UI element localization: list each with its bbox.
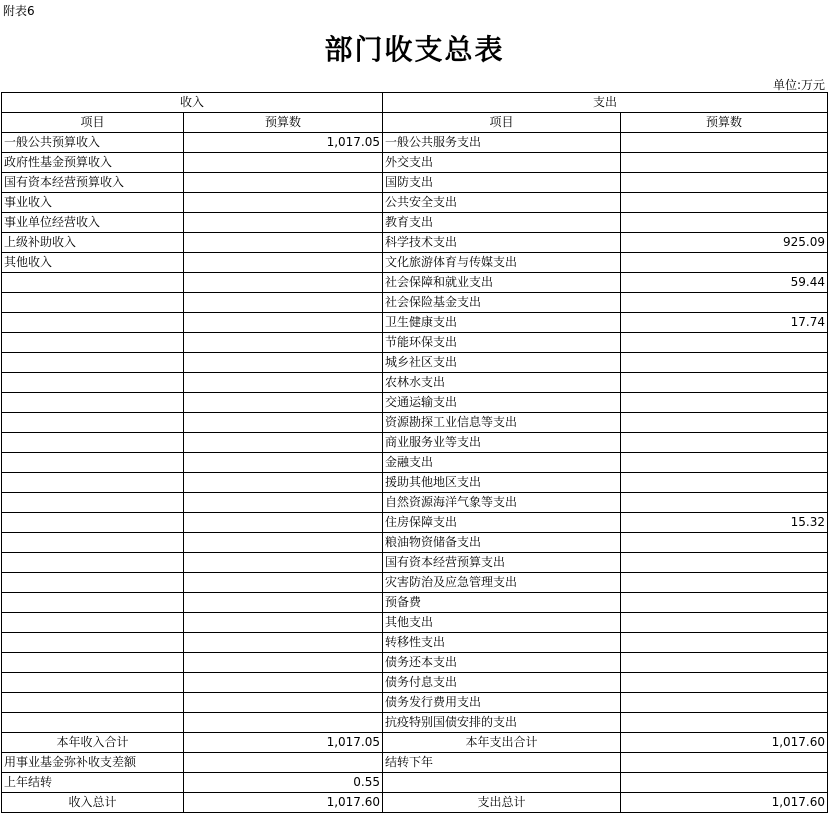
income-amount-cell: 1,017.05 xyxy=(184,733,383,753)
total-row xyxy=(2,793,828,813)
expense-item-cell: 社会保障和就业支出 xyxy=(383,273,621,293)
table-row xyxy=(2,713,828,733)
expense-amount-cell xyxy=(621,413,828,433)
income-item-cell: 上年结转 xyxy=(2,773,184,793)
expense-item-cell: 公共安全支出 xyxy=(383,193,621,213)
table-row xyxy=(2,333,828,353)
income-item-cell: 一般公共预算收入 xyxy=(2,133,184,153)
expense-item-cell: 其他支出 xyxy=(383,613,621,633)
expense-amount-cell xyxy=(621,293,828,313)
income-amount-cell xyxy=(184,153,383,173)
expense-amount-cell xyxy=(621,153,828,173)
expense-item-cell: 转移性支出 xyxy=(383,633,621,653)
income-amount-cell xyxy=(184,333,383,353)
table-body xyxy=(2,93,828,813)
income-amount-cell xyxy=(184,413,383,433)
table-row xyxy=(2,353,828,373)
expense-amount-cell xyxy=(621,213,828,233)
expense-amount-cell xyxy=(621,693,828,713)
total-row xyxy=(2,773,828,793)
expense-item-cell: 自然资源海洋气象等支出 xyxy=(383,493,621,513)
table-row xyxy=(2,613,828,633)
income-amount-cell xyxy=(184,673,383,693)
income-amount-cell xyxy=(184,313,383,333)
expense-amount-cell xyxy=(621,713,828,733)
income-item-cell: 其他收入 xyxy=(2,253,184,273)
table-row xyxy=(2,573,828,593)
expense-amount-cell xyxy=(621,433,828,453)
income-item-cell: 事业单位经营收入 xyxy=(2,213,184,233)
col-header-expense-item: 项目 xyxy=(383,113,621,133)
income-item-cell xyxy=(2,393,184,413)
expense-item-cell: 文化旅游体育与传媒支出 xyxy=(383,253,621,273)
income-amount-cell xyxy=(184,293,383,313)
income-item-cell xyxy=(2,713,184,733)
income-item-cell xyxy=(2,353,184,373)
expense-group-header: 支出 xyxy=(383,93,828,113)
expense-amount-cell xyxy=(621,253,828,273)
table-row xyxy=(2,293,828,313)
table-row xyxy=(2,493,828,513)
table-row xyxy=(2,253,828,273)
expense-item-cell: 债务还本支出 xyxy=(383,653,621,673)
expense-item-cell: 本年支出合计 xyxy=(383,733,621,753)
expense-amount-cell xyxy=(621,773,828,793)
table-row xyxy=(2,653,828,673)
income-amount-cell xyxy=(184,633,383,653)
expense-amount-cell xyxy=(621,393,828,413)
table-row xyxy=(2,193,828,213)
expense-item-cell: 灾害防治及应急管理支出 xyxy=(383,573,621,593)
expense-item-cell: 国有资本经营预算支出 xyxy=(383,553,621,573)
table-row xyxy=(2,553,828,573)
expense-amount-cell xyxy=(621,613,828,633)
income-amount-cell xyxy=(184,353,383,373)
expense-amount-cell xyxy=(621,333,828,353)
table-row xyxy=(2,673,828,693)
income-item-cell: 国有资本经营预算收入 xyxy=(2,173,184,193)
expense-item-cell: 交通运输支出 xyxy=(383,393,621,413)
income-amount-cell xyxy=(184,553,383,573)
income-item-cell: 收入总计 xyxy=(2,793,184,813)
table-row xyxy=(2,453,828,473)
income-item-cell xyxy=(2,273,184,293)
table-row xyxy=(2,513,828,533)
expense-amount-cell xyxy=(621,193,828,213)
expense-amount-cell xyxy=(621,373,828,393)
income-item-cell xyxy=(2,613,184,633)
table-row xyxy=(2,393,828,413)
expense-amount-cell: 1,017.60 xyxy=(621,733,828,753)
income-amount-cell xyxy=(184,253,383,273)
expense-amount-cell xyxy=(621,673,828,693)
table-row xyxy=(2,413,828,433)
expense-item-cell: 结转下年 xyxy=(383,753,621,773)
expense-amount-cell xyxy=(621,653,828,673)
expense-amount-cell: 15.32 xyxy=(621,513,828,533)
income-item-cell xyxy=(2,693,184,713)
income-amount-cell xyxy=(184,173,383,193)
expense-amount-cell: 17.74 xyxy=(621,313,828,333)
expense-amount-cell xyxy=(621,133,828,153)
expense-item-cell: 一般公共服务支出 xyxy=(383,133,621,153)
col-header-income-item: 项目 xyxy=(2,113,184,133)
expense-amount-cell: 59.44 xyxy=(621,273,828,293)
table-row xyxy=(2,633,828,653)
income-item-cell: 事业收入 xyxy=(2,193,184,213)
page-title: 部门收支总表 xyxy=(324,33,505,66)
income-amount-cell: 0.55 xyxy=(184,773,383,793)
table-row xyxy=(2,593,828,613)
column-header-row xyxy=(2,113,828,133)
expense-item-cell: 社会保险基金支出 xyxy=(383,293,621,313)
income-group-header: 收入 xyxy=(2,93,383,113)
income-amount-cell: 1,017.60 xyxy=(184,793,383,813)
expense-amount-cell xyxy=(621,173,828,193)
income-amount-cell xyxy=(184,233,383,253)
expense-amount-cell xyxy=(621,573,828,593)
expense-item-cell: 节能环保支出 xyxy=(383,333,621,353)
table-row xyxy=(2,533,828,553)
table-row xyxy=(2,473,828,493)
income-amount-cell xyxy=(184,373,383,393)
expense-amount-cell xyxy=(621,553,828,573)
income-item-cell xyxy=(2,333,184,353)
expense-item-cell: 债务发行费用支出 xyxy=(383,693,621,713)
expense-amount-cell xyxy=(621,533,828,553)
income-item-cell xyxy=(2,453,184,473)
expense-item-cell xyxy=(383,773,621,793)
expense-item-cell: 预备费 xyxy=(383,593,621,613)
expense-item-cell: 农林水支出 xyxy=(383,373,621,393)
expense-amount-cell xyxy=(621,753,828,773)
annex-label: 附表6 xyxy=(3,4,35,18)
income-item-cell xyxy=(2,433,184,453)
expense-item-cell: 金融支出 xyxy=(383,453,621,473)
income-amount-cell xyxy=(184,493,383,513)
expense-item-cell: 卫生健康支出 xyxy=(383,313,621,333)
expense-amount-cell: 925.09 xyxy=(621,233,828,253)
income-amount-cell xyxy=(184,693,383,713)
income-item-cell xyxy=(2,633,184,653)
expense-item-cell: 科学技术支出 xyxy=(383,233,621,253)
expense-item-cell: 教育支出 xyxy=(383,213,621,233)
income-amount-cell xyxy=(184,533,383,553)
table-row xyxy=(2,433,828,453)
income-item-cell xyxy=(2,313,184,333)
table-row xyxy=(2,373,828,393)
income-amount-cell xyxy=(184,193,383,213)
col-header-income-budget: 预算数 xyxy=(184,113,383,133)
table-row xyxy=(2,273,828,293)
expense-item-cell: 住房保障支出 xyxy=(383,513,621,533)
income-amount-cell xyxy=(184,513,383,533)
table-row xyxy=(2,233,828,253)
income-amount-cell xyxy=(184,653,383,673)
income-item-cell xyxy=(2,653,184,673)
col-header-expense-budget: 预算数 xyxy=(621,113,828,133)
total-row xyxy=(2,733,828,753)
table-row xyxy=(2,173,828,193)
expense-item-cell: 城乡社区支出 xyxy=(383,353,621,373)
expense-item-cell: 商业服务业等支出 xyxy=(383,433,621,453)
income-amount-cell xyxy=(184,393,383,413)
income-item-cell: 上级补助收入 xyxy=(2,233,184,253)
expense-amount-cell: 1,017.60 xyxy=(621,793,828,813)
table-row xyxy=(2,153,828,173)
expense-amount-cell xyxy=(621,353,828,373)
income-item-cell xyxy=(2,573,184,593)
expense-item-cell: 支出总计 xyxy=(383,793,621,813)
expense-item-cell: 债务付息支出 xyxy=(383,673,621,693)
income-item-cell: 政府性基金预算收入 xyxy=(2,153,184,173)
income-amount-cell xyxy=(184,213,383,233)
income-amount-cell xyxy=(184,453,383,473)
income-item-cell xyxy=(2,513,184,533)
income-item-cell: 本年收入合计 xyxy=(2,733,184,753)
income-amount-cell xyxy=(184,273,383,293)
income-amount-cell xyxy=(184,433,383,453)
income-amount-cell xyxy=(184,713,383,733)
income-item-cell xyxy=(2,593,184,613)
income-item-cell xyxy=(2,533,184,553)
income-item-cell xyxy=(2,293,184,313)
income-amount-cell: 1,017.05 xyxy=(184,133,383,153)
table-row xyxy=(2,313,828,333)
expense-amount-cell xyxy=(621,453,828,473)
expense-item-cell: 抗疫特别国债安排的支出 xyxy=(383,713,621,733)
income-item-cell xyxy=(2,673,184,693)
income-item-cell xyxy=(2,553,184,573)
expense-item-cell: 外交支出 xyxy=(383,153,621,173)
table-row xyxy=(2,693,828,713)
income-amount-cell xyxy=(184,753,383,773)
income-item-cell xyxy=(2,473,184,493)
income-amount-cell xyxy=(184,573,383,593)
income-amount-cell xyxy=(184,473,383,493)
budget-table xyxy=(1,92,828,813)
expense-amount-cell xyxy=(621,473,828,493)
income-amount-cell xyxy=(184,593,383,613)
expense-item-cell: 粮油物资储备支出 xyxy=(383,533,621,553)
table-row xyxy=(2,213,828,233)
expense-amount-cell xyxy=(621,633,828,653)
expense-amount-cell xyxy=(621,593,828,613)
income-item-cell xyxy=(2,493,184,513)
expense-amount-cell xyxy=(621,493,828,513)
income-item-cell xyxy=(2,413,184,433)
expense-item-cell: 资源勘探工业信息等支出 xyxy=(383,413,621,433)
total-row xyxy=(2,753,828,773)
income-item-cell: 用事业基金弥补收支差额 xyxy=(2,753,184,773)
expense-item-cell: 援助其他地区支出 xyxy=(383,473,621,493)
income-amount-cell xyxy=(184,613,383,633)
group-header-row xyxy=(2,93,828,113)
table-row xyxy=(2,133,828,153)
unit-label: 单位:万元 xyxy=(772,78,825,92)
income-item-cell xyxy=(2,373,184,393)
expense-item-cell: 国防支出 xyxy=(383,173,621,193)
